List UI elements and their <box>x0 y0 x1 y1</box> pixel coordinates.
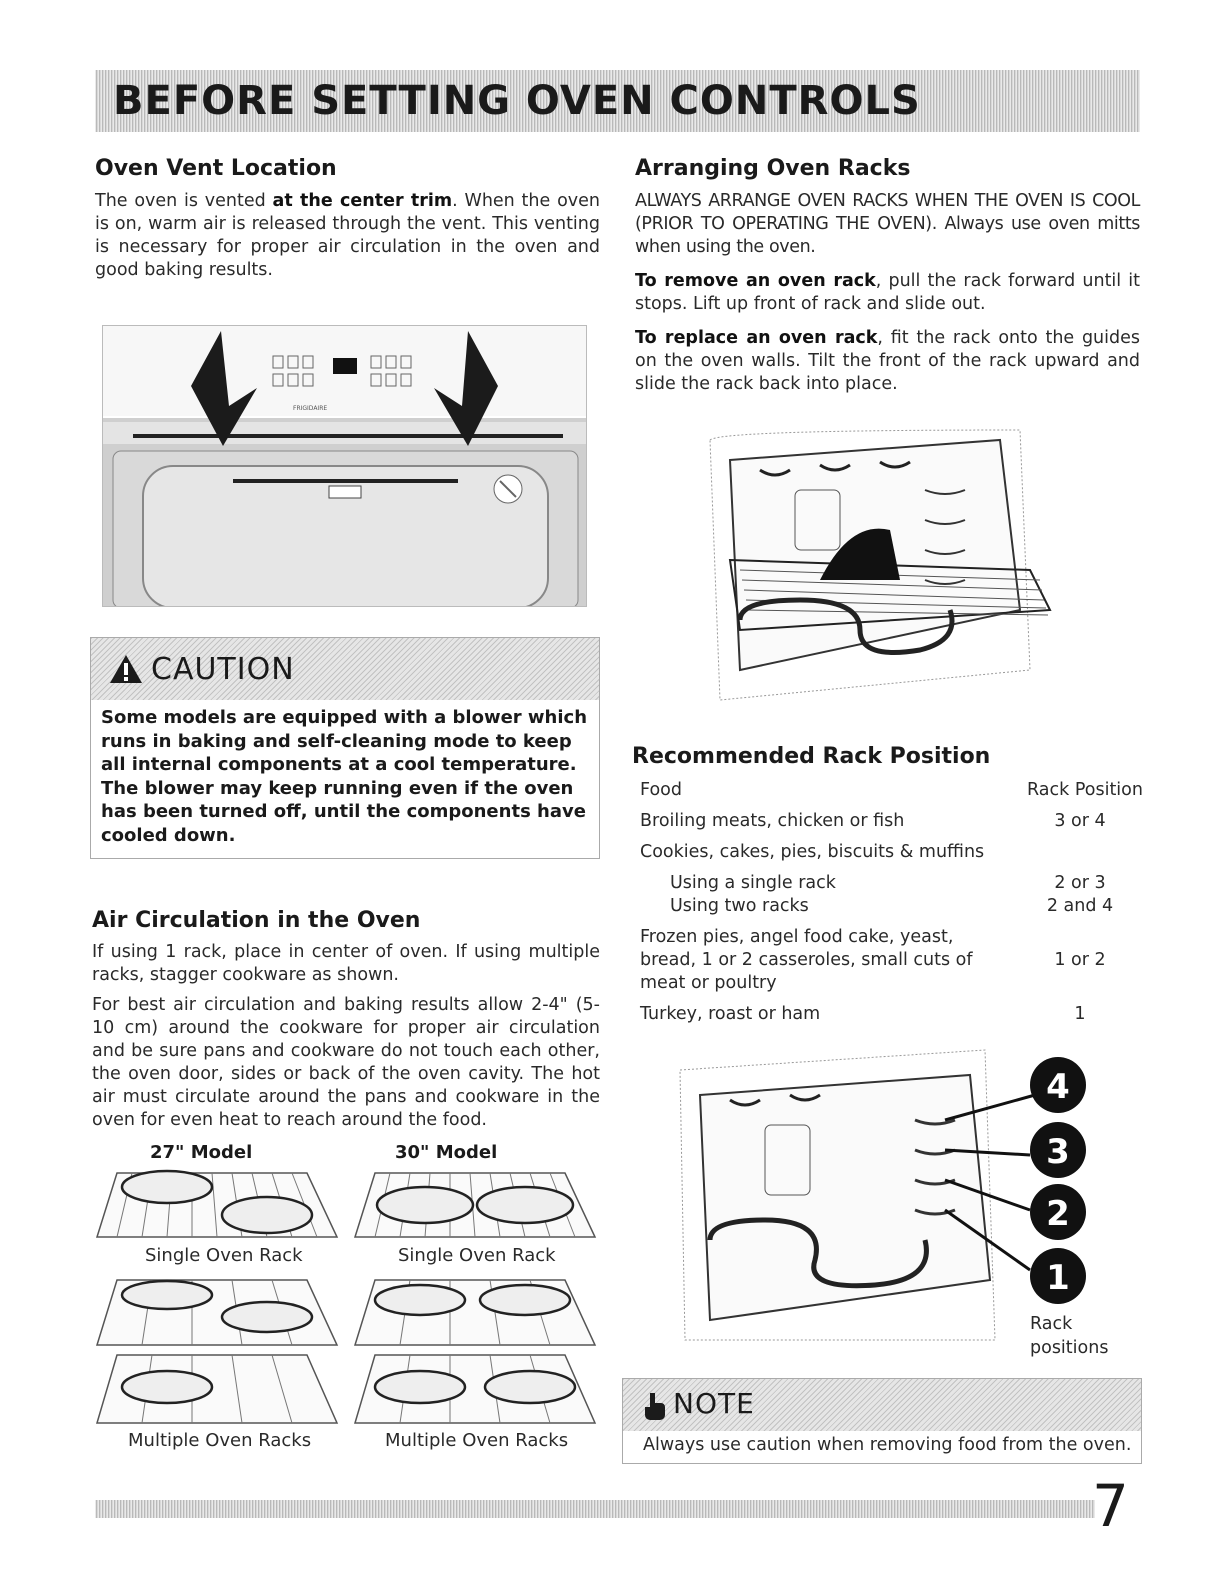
table-cell-food: Cookies, cakes, pies, biscuits & muffins <box>640 842 985 862</box>
rack-number-1: 1 <box>1046 1258 1070 1298</box>
rack-27-multiple-illustration <box>92 1275 342 1430</box>
note-title: NOTE <box>673 1387 755 1420</box>
warning-icon <box>109 654 143 684</box>
table-cell-food: Turkey, roast or ham <box>640 1004 821 1024</box>
air-circulation-heading: Air Circulation in the Oven <box>92 908 421 933</box>
caution-box <box>90 637 600 859</box>
table-cell-position: 1 or 2 <box>1054 950 1106 970</box>
rack-number-2: 2 <box>1046 1194 1070 1234</box>
rack-positions-caption <box>1030 1312 1108 1360</box>
table-row <box>640 926 1140 995</box>
rack-number-4: 4 <box>1046 1067 1070 1107</box>
table-cell-food: Broiling meats, chicken or fish <box>640 811 905 831</box>
rack-27-single-caption: Single Oven Rack <box>145 1245 303 1266</box>
caution-title: CAUTION <box>151 652 295 687</box>
air-circulation-paragraph-1: If using 1 rack, place in center of oven. If using multiple racks, stagger cookware as shown. <box>92 942 600 985</box>
table-cell-food: Frozen pies, angel food cake, yeast, bread, 1 or 2 casseroles, small cuts of meat or poultry <box>640 927 973 993</box>
table-cell-food: Using two racks <box>670 896 809 916</box>
rack-number-3: 3 <box>1046 1132 1070 1172</box>
arranging-paragraph: ALWAYS ARRANGE OVEN RACKS WHEN THE OVEN IS COOL (PRIOR TO OPERATING THE OVEN). Always use oven mitts when using the oven. <box>635 191 1140 257</box>
table-row <box>640 841 1140 864</box>
rack-label-line-2: positions <box>1030 1338 1109 1358</box>
oven-vent-illustration <box>102 325 587 607</box>
note-box <box>622 1378 1142 1464</box>
rack-30-multiple-illustration <box>350 1275 600 1430</box>
rack-position-table <box>640 779 1143 1026</box>
footer-bar <box>95 1500 1095 1518</box>
table-row <box>640 810 1140 833</box>
rack-30-multiple-caption: Multiple Oven Racks <box>385 1430 569 1451</box>
table-cell-food: Using a single rack <box>670 873 836 893</box>
rack-27-single-illustration <box>92 1165 342 1245</box>
rack-30-single-caption: Single Oven Rack <box>398 1245 556 1266</box>
caution-header <box>91 638 599 700</box>
arranging-heading: Arranging Oven Racks <box>635 156 911 181</box>
oven-front-drawing <box>103 326 587 607</box>
brand-logo: FRIGIDAIRE <box>293 405 328 412</box>
model-30-label: 30" Model <box>395 1142 498 1163</box>
table-cell-position: 2 and 4 <box>1046 896 1114 916</box>
pointing-hand-icon <box>641 1391 667 1421</box>
table-header-row <box>640 779 1143 802</box>
model-27-label: 27" Model <box>150 1142 253 1163</box>
table-cell-position: 3 or 4 <box>1054 811 1106 831</box>
section-banner <box>95 70 1140 132</box>
vent-paragraph: The oven is vented at the center trim. When the oven is on, warm air is released through the vent. This venting is necessary for proper air circulation in the oven and good baking results. <box>95 191 600 280</box>
vent-heading: Oven Vent Location <box>95 156 337 181</box>
table-row <box>640 1003 1140 1026</box>
column-header-food: Food <box>640 780 682 800</box>
oven-rack-removal-illustration <box>700 420 1070 720</box>
rack-27-multiple-caption: Multiple Oven Racks <box>128 1430 312 1451</box>
page-number: 7 <box>1092 1472 1129 1540</box>
table-row <box>640 895 1140 918</box>
page-title: BEFORE SETTING OVEN CONTROLS <box>113 78 921 124</box>
recommended-heading: Recommended Rack Position <box>632 744 991 769</box>
rack-30-single-illustration <box>350 1165 600 1245</box>
column-header-rack-position: Rack Position <box>1027 780 1143 800</box>
table-cell-position: 1 <box>1074 1004 1086 1024</box>
table-cell-position: 2 or 3 <box>1054 873 1106 893</box>
replace-rack-paragraph: To replace an oven rack, fit the rack onto the guides on the oven walls. Tilt the front of the rack upward and slide the rack back into place. <box>635 328 1140 394</box>
rack-label-line-1: Rack <box>1030 1314 1073 1334</box>
remove-rack-paragraph: To remove an oven rack, pull the rack forward until it stops. Lift up front of rack and slide out. <box>635 271 1141 314</box>
note-text: Always use caution when removing food from the oven. <box>643 1435 1132 1455</box>
note-header <box>623 1379 1141 1431</box>
air-circulation-paragraph-2: For best air circulation and baking results allow 2-4" (5-10 cm) around the cookware for proper air circulation and be sure pans and cookware do not touch each other, the oven door, sides or back of the oven cavity. The hot air must circulate around the pans and cookware in the oven for even heat to reach around the food. <box>92 995 600 1130</box>
table-row <box>640 872 1140 895</box>
caution-text: Some models are equipped with a blower which runs in baking and self-cleaning mode to keep all internal components at a cool temperature. The blower may keep running even if the oven has been turned off, until the components have cooled down. <box>101 707 588 846</box>
